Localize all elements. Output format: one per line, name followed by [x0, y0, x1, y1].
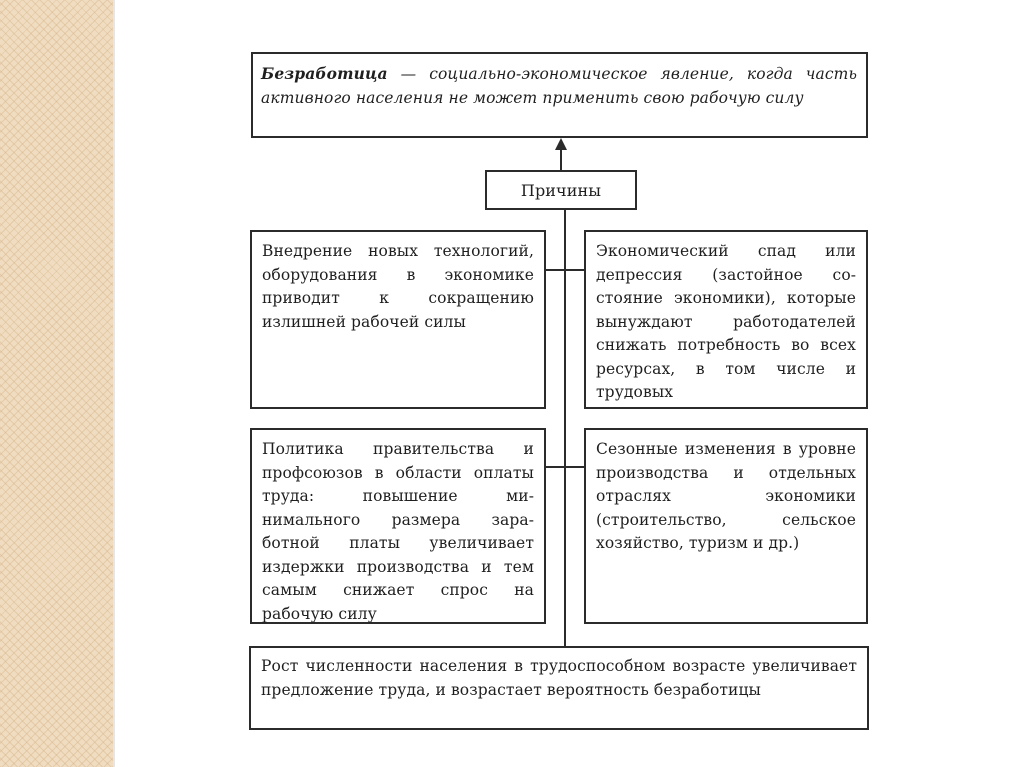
cause-box-population-growth	[249, 646, 869, 730]
definition-body: — социально-экономическое явление, когда часть активного населения не может применить свою рабочую силу	[261, 65, 857, 107]
cause-box-technology	[250, 230, 546, 409]
cause-box-wage-policy	[250, 428, 546, 624]
connector-row-2	[546, 466, 584, 468]
trunk-line	[564, 210, 566, 646]
cause-text: Внедрение новых технологий, оборудования в экономике приводит к сокращению излишней рабочей силы	[262, 242, 534, 331]
cause-box-seasonal	[584, 428, 868, 624]
arrow-shaft	[560, 148, 562, 170]
arrow-up-icon	[555, 138, 567, 150]
cause-box-recession	[584, 230, 868, 409]
definition-text	[261, 62, 857, 110]
definition-box	[251, 52, 868, 138]
cause-text: Политика правительства и профсоюзов в области оплаты труда: повышение минимального размера заработной платы увеличивает издержки производства и тем самым снижает спрос на рабочую силу	[262, 440, 534, 623]
cause-text: Экономический спад или депрессия (застойное состояние экономики), которые вынуждают работодателей снижать потребность во всех ресурсах, в том числе и трудовых	[596, 242, 856, 401]
cause-text: Сезонные изменения в уровне производства и отдельных отраслях экономики (строительство, сельское хозяйство, туризм и др.)	[596, 440, 856, 552]
cause-text: Рост численности населения в трудоспособном возрасте увеличивает предложение труда, и возрастает вероятность безработицы	[261, 657, 857, 699]
definition-term: Безработица	[261, 64, 388, 83]
connector-row-1	[546, 269, 584, 271]
causes-title: Причины	[520, 181, 602, 200]
causes-title-box	[485, 170, 637, 210]
